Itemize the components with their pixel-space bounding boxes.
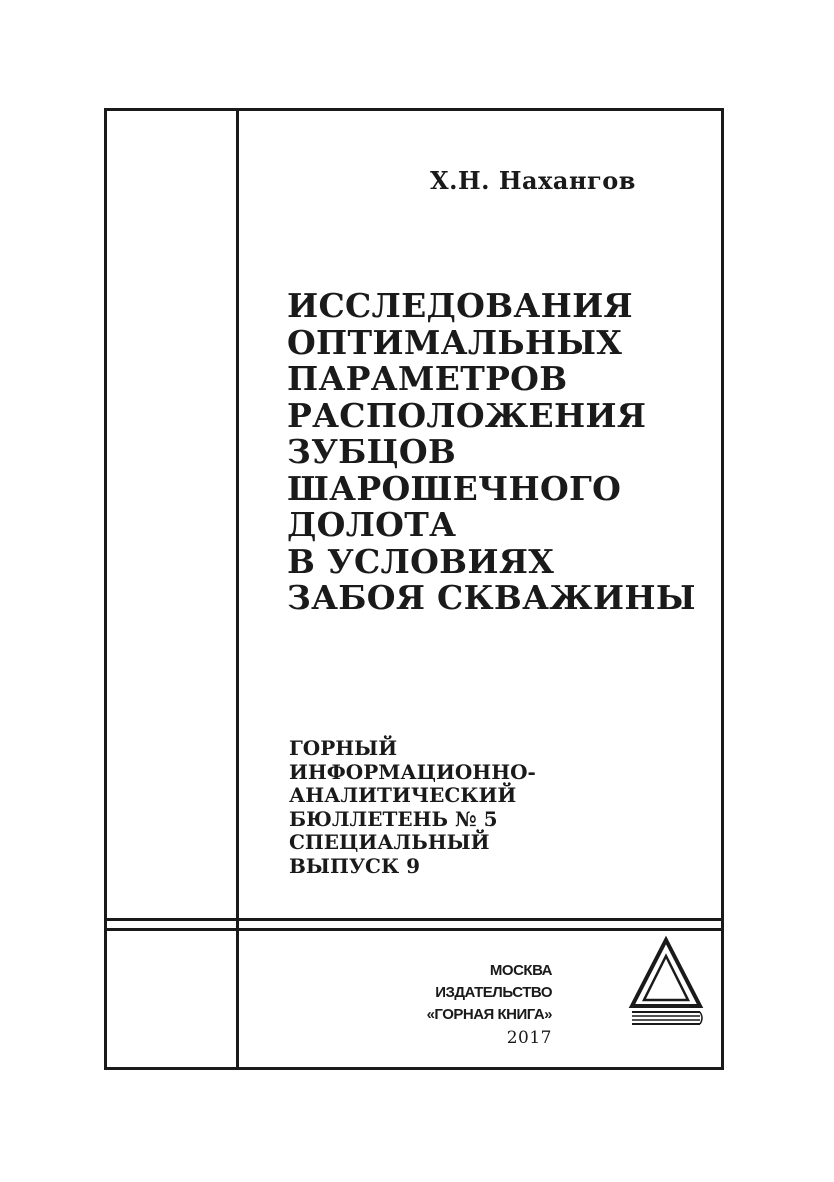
title-line: ЗАБОЯ СКВАЖИНЫ: [287, 578, 696, 617]
title-line: РАСПОЛОЖЕНИЯ: [287, 395, 647, 435]
author-name: Х.Н. Нахангов: [430, 166, 636, 195]
book-title: [287, 288, 717, 617]
title-line: ДОЛОТА: [287, 505, 457, 544]
series-line: ГОРНЫЙ: [289, 736, 398, 760]
series-line: СПЕЦИАЛЬНЫЙ: [289, 830, 490, 854]
series-line: ИНФОРМАЦИОННО-: [289, 759, 536, 784]
horizontal-rule-bottom: [104, 928, 724, 931]
publisher-block: [400, 960, 552, 1050]
horizontal-rule-top: [104, 918, 724, 921]
title-line: ИССЛЕДОВАНИЯ: [287, 286, 633, 325]
vertical-rule: [236, 108, 239, 1070]
title-line: В УСЛОВИЯХ: [287, 541, 555, 581]
series-info: [289, 737, 709, 878]
series-line: АНАЛИТИЧЕСКИЙ: [289, 783, 517, 807]
series-line: ВЫПУСК 9: [289, 853, 421, 878]
publisher-city: МОСКВА: [489, 962, 552, 979]
publisher-name: «ГОРНАЯ КНИГА»: [426, 1006, 552, 1023]
title-line: ШАРОШЕЧНОГО: [287, 468, 622, 508]
publication-year: 2017: [506, 1028, 552, 1048]
publisher-label: ИЗДАТЕЛЬСТВО: [435, 984, 552, 1001]
series-line: БЮЛЛЕТЕНЬ № 5: [289, 806, 498, 831]
title-line: ОПТИМАЛЬНЫХ: [287, 322, 623, 362]
publisher-logo-icon: [626, 932, 706, 1032]
title-line: ПАРАМЕТРОВ: [287, 359, 568, 398]
title-line: ЗУБЦОВ: [287, 432, 457, 471]
